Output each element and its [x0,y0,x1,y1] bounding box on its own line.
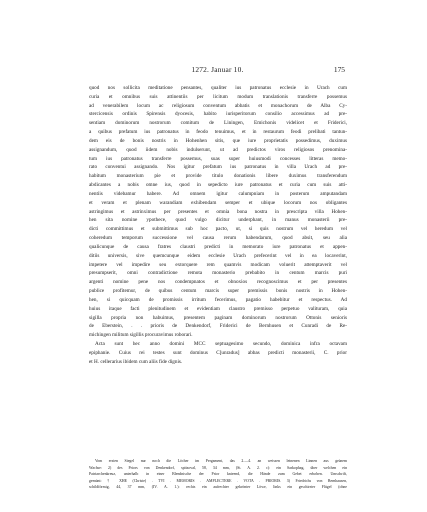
text-line: argenti nomine pene nos condempnatos et obnoxios recognoscimus et per presentes [89,279,347,286]
text-line: et H. cellerarius ibidem cum aliis fide dignis. [89,358,183,365]
text-line: curia et omnibus suis attinentiis per licitum modum translationis transferre possemus [89,93,347,100]
page-header [90,65,345,75]
text-line: astringimus et astrinximus per presentes et omnia bona nostra in prescripta villa Hohen- [89,208,347,215]
text-line: habitum monasterium pie et provide titulo donationis libere duximus transferendum [89,173,347,180]
note-line: gemünt: † XHE (Christe) . TVI . MEMORIS . AMPLECTERE . VOTA . PRIORIS. 3) Friedrichs von Bernhausen, [89,478,347,483]
text-line: quod nos sollicita meditatione pensantes, qualiter ius patronatus ecclesie in Urach cum [89,85,347,91]
text-line: qualicunque de causa fratres claustri predicti in memorato iure patronatus et appen- [89,243,347,250]
text-line: rato conventui assignando. Nos igitur prefatum ius patronatus in villa Urach ad pre- [89,164,347,171]
note-line: Wachse: 2) des Priors von Denkendorf, spitzoval, 58, 34 mm, (St. A. 2. c): ein Sarkophag, über welchen ein [89,465,347,470]
text-line: stercicensis ordinis Spirensis dyocesis, habito iurisperitorum consilio accessimus ad pre- [89,111,347,118]
text-line: assignandum, quod iidem nobis indulserunt, ut ad predictos viros religiosos prenomina- [89,146,347,153]
text-line: tum ius patronatus transferre possemus, suas super huiusmodi concesses litteras memo- [89,155,347,162]
text-line: de Eberstein, . . prioris de Denkendorf, Friderici de Bernhusen et Cunradi de Re- [89,323,347,330]
text-line: presumpserit, omni contradictione remota monasterio prebabito in centum marcis puri [89,270,347,277]
text-line: ditiis universis, sive quemcunque eidem ecclesie Urach prefecerint vel in ea locaverint, [89,252,347,259]
text-line: sigilla propria non habuimus, presentem paginam dominorum nostrorum Ottonis senioris [89,314,347,321]
text-line: dem eis de bonis nostris in Hohenhen sitis, que iure proprietatis possedimus, duximus [89,137,347,144]
note-line: Vom ersten Siegel nur noch die Löcher im Pergament, das 2.—4. an weissen leinenen Linnen aus grünem [95,459,347,463]
text-line: nentiis videbamur habere. Ad omnem igitur calumpniam in posterum amputandam [89,190,347,197]
text-line: ad venerabilem locum ac religiosum conventum abbatis et monachorum de Alba Cy- [89,102,347,109]
text-line: hen, si quicquam de promissis irritum fecerimus, pagatio habebitur et respectus. Ad [89,296,347,303]
text-line: michingen militum sigillis procuravimus roborari. [89,332,193,339]
text-line: huius itaque facti plenitudinem et evidentiam claustro premisso perpetuo valituram, quia [89,305,347,312]
text-line: epiphanie. Cuius rei testes sunt dominus C[unradus] abbas predicti monasterii, C. prior [89,349,347,356]
seal-notes [89,458,347,491]
text-line: dicti committimus et submittimus sub hoc pacto, ut, si quis nostrum vel heredum vel [89,226,347,233]
header-date: 1272. Januar 10. [191,65,244,74]
text-line: Acta sunt hec anno domini MCC septuagesimo secundo, dominica infra octavam [95,341,347,348]
text-line: sentiam dominorum nostrorum comitum de Liningen, Emichonis videlicet et Friderici, [89,120,347,127]
note-line: Patriarchenkreuz, unterhalb in einer Blendnische der Prior knieend, die Hände zum Gebet erhoben. Umschrift, [89,472,347,477]
note-line: schildförmig, 44, 37 mm, (IV. A. 1.): rechts ein aufrechter gekrönter Löwe, links ein geschirrter Flügel (ohne [89,485,347,490]
text-line: impetere vel impedire seu extorquere rem quamvis modicam voluerit attemptaverit vel [89,261,347,268]
text-line: abdicantes a nobis omne ius, quod in sepedicto iure patronatus et curia cum suis atti- [89,182,347,189]
charter-text [89,84,347,367]
text-line: a quibus prefatum ius patronatus in feodo tenuimus, et in restaurum feodi prelibati tantun- [89,129,347,136]
text-line: hen sita nomine ypothece, quod vulgo dicitur underphant, in manus monasterii pre- [89,217,347,224]
text-line: coheredum temporum successione vel causa rerum habendarum, quod absit, seu alia [89,235,347,242]
text-line: publice profitemur, de quibus centum marcis super premissis bonis nostris in Hohen- [89,288,347,295]
text-line: et veram et plenam warandiam exhibendam semper et ubique locorum nos obligantes [89,199,347,206]
page-number: 175 [333,65,345,74]
